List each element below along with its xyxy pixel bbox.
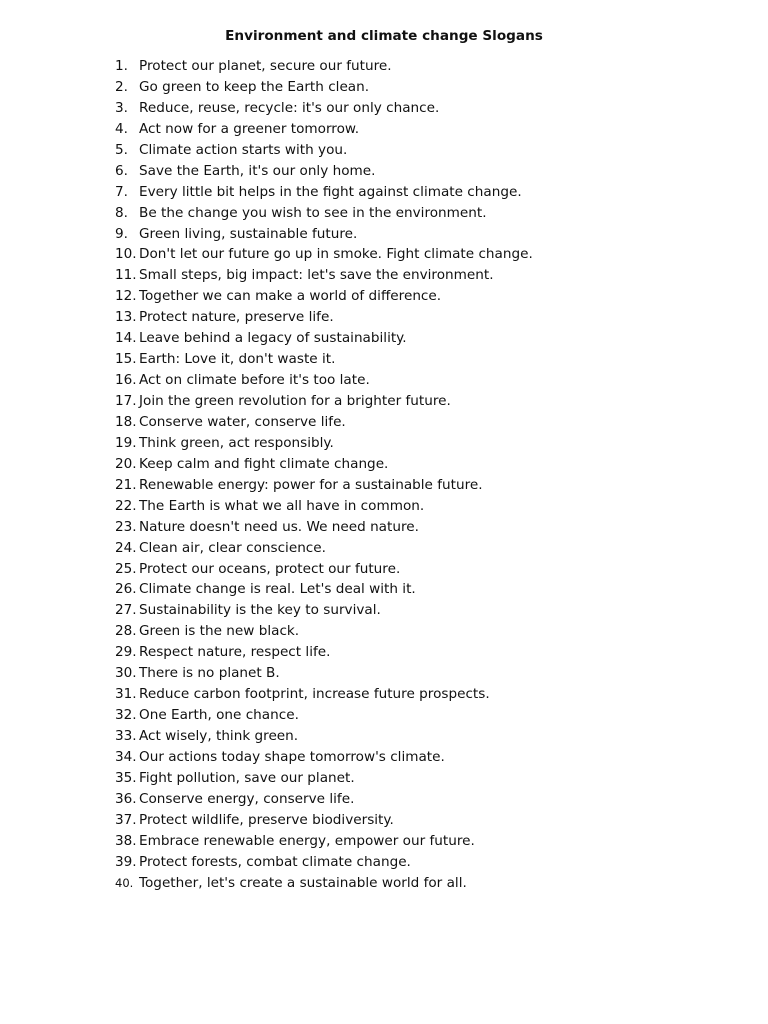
slogan-text: Act wisely, think green.: [139, 728, 299, 744]
list-item: [115, 265, 715, 286]
slogan-number: 26.: [115, 581, 137, 598]
list-item: [115, 684, 715, 705]
list-item: [115, 873, 715, 894]
list-item: [115, 579, 715, 600]
slogan-number: 2.: [115, 78, 128, 95]
list-item: [115, 433, 715, 454]
slogan-number: 33.: [115, 728, 137, 744]
slogan-text: Think green, act responsibly.: [139, 434, 334, 451]
slogan-text: Go green to keep the Earth clean.: [139, 78, 370, 95]
slogan-text: Sustainability is the key to survival.: [139, 602, 381, 619]
slogan-text: Save the Earth, it's our only home.: [139, 162, 376, 179]
slogan-number: 39.: [115, 853, 137, 870]
list-item: [115, 307, 715, 328]
slogan-text: One Earth, one chance.: [139, 707, 299, 724]
list-item: [115, 517, 715, 538]
slogan-number: 10.: [115, 246, 137, 263]
slogan-text: There is no planet B.: [139, 665, 280, 682]
slogan-text: Reduce, reuse, recycle: it's our only chance.: [139, 99, 440, 116]
slogan-text: Keep calm and fight climate change.: [139, 455, 389, 472]
slogan-number: 16.: [115, 372, 137, 389]
list-item: [115, 119, 715, 140]
slogan-text: Climate action starts with you.: [139, 141, 348, 158]
slogan-number: 9.: [115, 225, 128, 242]
list-item: [115, 726, 715, 747]
slogan-number: 13.: [115, 309, 137, 326]
slogan-number: 35.: [115, 769, 137, 786]
slogan-text: Reduce carbon footprint, increase future prospects.: [139, 686, 490, 703]
slogan-number: 21.: [115, 476, 137, 493]
slogan-text: Green living, sustainable future.: [139, 225, 358, 242]
slogan-number: 14.: [115, 330, 137, 347]
slogan-text: Leave behind a legacy of sustainability.: [139, 330, 407, 347]
list-item: [115, 370, 715, 391]
slogan-text: Green is the new black.: [139, 623, 300, 640]
slogan-text: Protect nature, preserve life.: [139, 309, 334, 326]
slogan-text: Protect forests, combat climate change.: [139, 853, 411, 870]
slogan-text: Protect wildlife, preserve biodiversity.: [139, 811, 394, 828]
slogan-text: Join the green revolution for a brighter future.: [139, 393, 451, 409]
document-title: Environment and climate change Slogans: [225, 28, 543, 44]
slogan-text: Don't let our future go up in smoke. Fight climate change.: [139, 246, 533, 263]
slogan-number: 17.: [115, 393, 137, 409]
list-item: [115, 161, 715, 182]
slogan-number: 34.: [115, 748, 137, 765]
list-item: [115, 600, 715, 621]
slogan-text: Protect our oceans, protect our future.: [139, 560, 401, 577]
list-item: [115, 663, 715, 684]
slogan-number: 4.: [115, 120, 128, 137]
slogan-number: 32.: [115, 707, 137, 724]
slogan-number: 5.: [115, 141, 128, 158]
slogan-number: 11.: [115, 267, 137, 284]
slogan-number: 15.: [115, 351, 137, 368]
slogan-text: Nature doesn't need us. We need nature.: [139, 518, 419, 535]
slogan-text: Every little bit helps in the fight against climate change.: [139, 183, 522, 200]
list-item: [115, 391, 715, 412]
slogan-text: Embrace renewable energy, empower our future.: [139, 832, 475, 849]
slogan-number: 8.: [115, 204, 128, 221]
list-item: [115, 705, 715, 726]
slogan-list: [115, 56, 715, 894]
list-item: [115, 98, 715, 119]
slogan-number: 7.: [115, 183, 128, 200]
slogan-number: 6.: [115, 162, 128, 179]
slogan-number: 23.: [115, 518, 137, 535]
slogan-number: 27.: [115, 602, 137, 619]
slogan-text: Renewable energy: power for a sustainable future.: [139, 476, 483, 493]
slogan-number: 38.: [115, 832, 137, 849]
slogan-number: 25.: [115, 560, 137, 577]
slogan-text: Clean air, clear conscience.: [139, 539, 326, 556]
list-item: [115, 454, 715, 475]
list-item: [115, 642, 715, 663]
list-item: [115, 412, 715, 433]
list-item: [115, 538, 715, 559]
list-item: [115, 349, 715, 370]
slogan-text: Fight pollution, save our planet.: [139, 769, 355, 786]
slogan-text: Our actions today shape tomorrow's climate.: [139, 748, 445, 765]
slogan-number: 28.: [115, 623, 137, 640]
list-item: [115, 140, 715, 161]
slogan-text: Earth: Love it, don't waste it.: [139, 351, 336, 368]
slogan-text: Be the change you wish to see in the environment.: [139, 204, 487, 221]
list-item: [115, 831, 715, 852]
list-item: [115, 77, 715, 98]
list-item: [115, 496, 715, 517]
slogan-number: 29.: [115, 644, 137, 661]
slogan-text: Protect our planet, secure our future.: [139, 58, 392, 74]
slogan-number: 30.: [115, 665, 137, 682]
list-item: [115, 475, 715, 496]
slogan-text: Respect nature, respect life.: [139, 644, 331, 661]
slogan-number: 19.: [115, 434, 137, 451]
slogan-text: Conserve energy, conserve life.: [139, 790, 355, 807]
slogan-number: 12.: [115, 288, 137, 305]
list-item: [115, 621, 715, 642]
slogan-number: 24.: [115, 539, 137, 556]
list-item: [115, 182, 715, 203]
slogan-number: 31.: [115, 686, 137, 703]
slogan-number: 1.: [115, 58, 128, 74]
slogan-number: 37.: [115, 811, 137, 828]
list-item: [115, 203, 715, 224]
list-item: [115, 286, 715, 307]
slogan-number: 40.: [115, 875, 134, 890]
list-item: [115, 56, 715, 77]
list-item: [115, 244, 715, 265]
slogan-text: Together, let's create a sustainable world for all.: [139, 874, 467, 891]
slogan-text: Act on climate before it's too late.: [139, 372, 370, 389]
list-item: [115, 852, 715, 873]
list-item: [115, 789, 715, 810]
slogan-text: Climate change is real. Let's deal with it.: [139, 581, 416, 598]
list-item: [115, 768, 715, 789]
slogan-number: 36.: [115, 790, 137, 807]
list-item: [115, 328, 715, 349]
slogan-text: Small steps, big impact: let's save the environment.: [139, 267, 494, 284]
slogan-number: 3.: [115, 99, 128, 116]
slogan-number: 22.: [115, 497, 137, 514]
list-item: [115, 810, 715, 831]
slogan-text: Conserve water, conserve life.: [139, 413, 346, 430]
slogan-text: Act now for a greener tomorrow.: [139, 120, 360, 137]
list-item: [115, 747, 715, 768]
slogan-number: 20.: [115, 455, 137, 472]
slogan-text: Together we can make a world of difference.: [139, 288, 442, 305]
slogan-text: The Earth is what we all have in common.: [139, 497, 425, 514]
list-item: [115, 224, 715, 245]
list-item: [115, 559, 715, 580]
slogan-number: 18.: [115, 413, 137, 430]
